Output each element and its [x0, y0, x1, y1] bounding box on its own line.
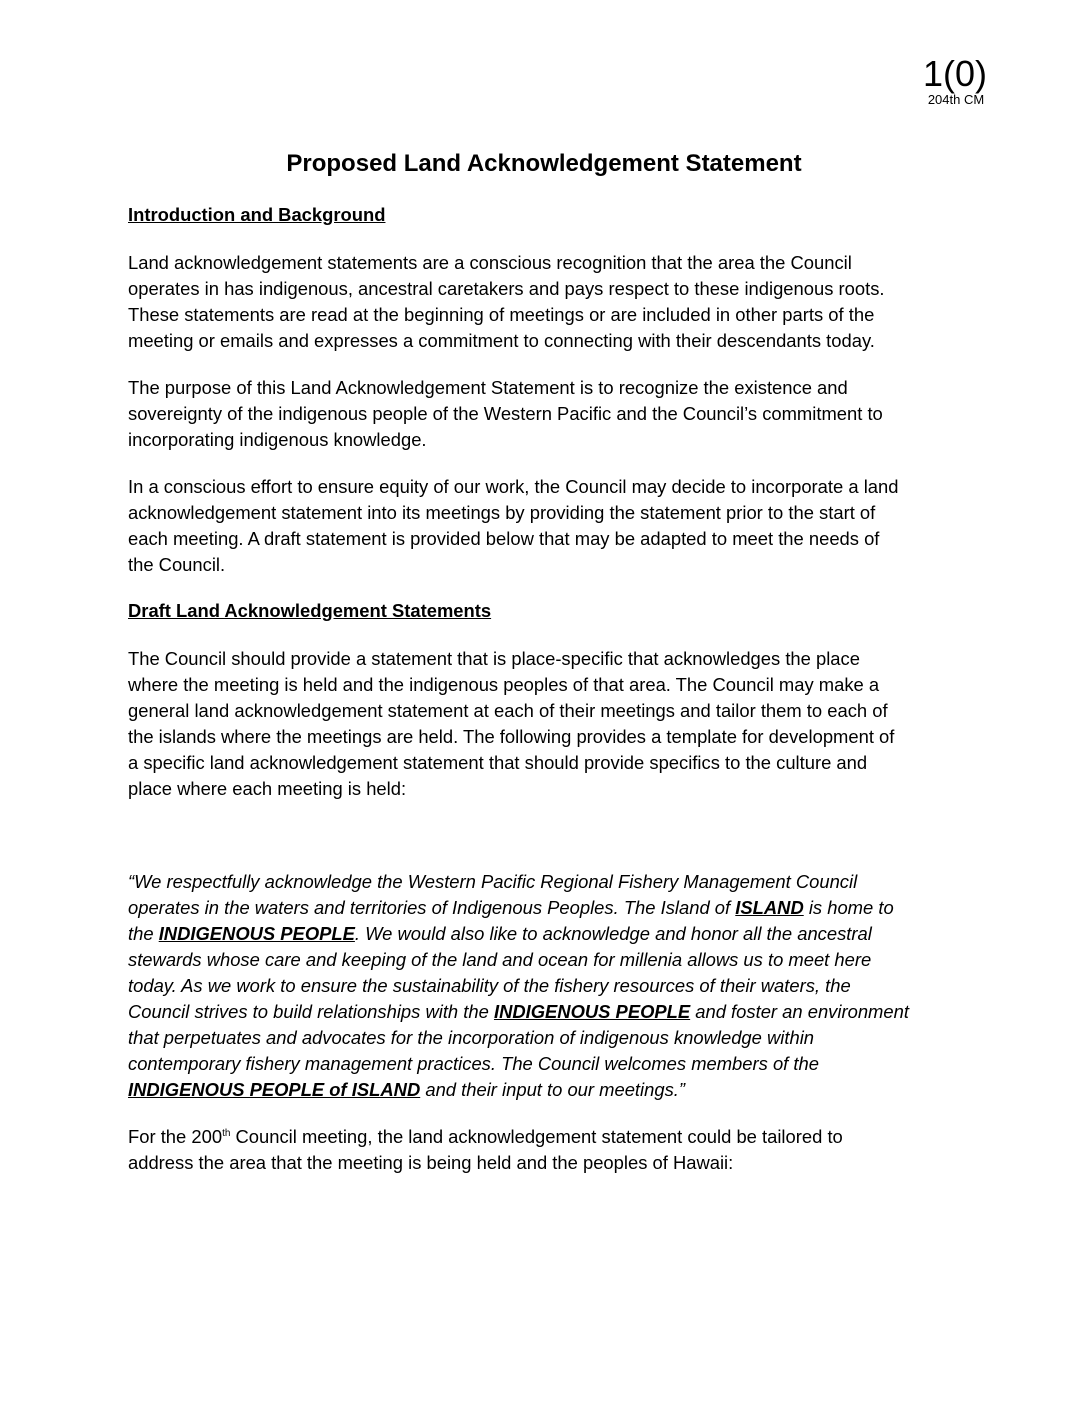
- text-line: In a conscious effort to ensure equity of our work, the Council may decide to incorporate a land: [128, 476, 899, 497]
- ordinal-superscript: th: [222, 1127, 231, 1139]
- text-line: “We respectfully acknowledge the Western Pacific Regional Fishery Management Council: [128, 871, 858, 892]
- text-line: that perpetuates and advocates for the incorporation of indigenous knowledge within: [128, 1027, 815, 1048]
- text-line: incorporating indigenous knowledge.: [128, 429, 427, 450]
- text-line: address the area that the meeting is being held and the peoples of Hawaii:: [128, 1152, 734, 1173]
- placeholder-indigenous-people: INDIGENOUS PEOPLE: [493, 1001, 691, 1022]
- page-number: 1(0): [922, 53, 988, 94]
- text-line: general land acknowledgement statement at each of their meetings and tailor them to each of: [128, 700, 888, 721]
- text-line: contemporary fishery management practices. The Council welcomes members of the: [128, 1053, 819, 1074]
- section-heading-draft-statements: Draft Land Acknowledgement Statements: [128, 600, 492, 621]
- text-line: each meeting. A draft statement is provided below that may be adapted to meet the needs of: [128, 528, 880, 549]
- text-line: meeting or emails and expresses a commitment to connecting with their descendants today.: [128, 330, 875, 351]
- text-line: the Council.: [128, 554, 226, 575]
- placeholder-indigenous-people: INDIGENOUS PEOPLE: [158, 923, 355, 944]
- placeholder-indigenous-people-of-island: INDIGENOUS PEOPLE of ISLAND: [128, 1079, 421, 1100]
- paragraph-200th-meeting: [128, 1124, 988, 1176]
- text-line: today. As we work to ensure the sustainability of the fishery resources of their waters, the: [128, 975, 851, 996]
- text-line: The purpose of this Land Acknowledgement Statement is to recognize the existence and: [128, 377, 848, 398]
- section-heading-introduction: Introduction and Background: [128, 204, 386, 225]
- text-line: a specific land acknowledgement statement that should provide specifics to the culture and: [128, 752, 868, 773]
- meeting-reference: 204th CM: [927, 92, 985, 107]
- text-line: where the meeting is held and the indigenous peoples of that area. The Council may make a: [128, 674, 880, 695]
- text-line: acknowledgement statement into its meetings by providing the statement prior to the start of: [128, 502, 876, 523]
- text-line: stewards whose care and keeping of the land and ocean for millenia allows us to meet here: [128, 949, 872, 970]
- text-line: The Council should provide a statement that is place-specific that acknowledges the place: [128, 648, 860, 669]
- paragraph-equity-effort: [128, 474, 988, 578]
- text-line: Council strives to build relationships with the INDIGENOUS PEOPLE and foster an environment: [128, 1001, 909, 1022]
- paragraph-purpose: [128, 375, 988, 453]
- document-title: Proposed Land Acknowledgement Statement: [286, 150, 802, 177]
- text-line: the islands where the meetings are held. The following provides a template for development of: [128, 726, 895, 747]
- text-line: Land acknowledgement statements are a conscious recognition that the area the Council: [128, 252, 852, 273]
- paragraph-land-acknowledgement-definition: [128, 250, 988, 354]
- quote-template-statement: [128, 869, 988, 1103]
- text-line: INDIGENOUS PEOPLE of ISLAND and their input to our meetings.”: [128, 1079, 686, 1100]
- text-line: operates in the waters and territories of Indigenous Peoples. The Island of ISLAND is home to: [128, 897, 894, 918]
- text-line: the INDIGENOUS PEOPLE. We would also like to acknowledge and honor all the ancestral: [128, 923, 872, 944]
- text-line: operates in has indigenous, ancestral caretakers and pays respect to these indigenous roots.: [128, 278, 885, 299]
- paragraph-place-specific: [128, 646, 988, 802]
- text-line: For the 200th Council meeting, the land acknowledgement statement could be tailored to: [128, 1126, 843, 1147]
- text-line: These statements are read at the beginning of meetings or are included in other parts of the: [128, 304, 875, 325]
- placeholder-island: ISLAND: [735, 897, 804, 918]
- text-line: sovereignty of the indigenous people of the Western Pacific and the Council’s commitment to: [128, 403, 883, 424]
- text-line: place where each meeting is held:: [128, 778, 407, 799]
